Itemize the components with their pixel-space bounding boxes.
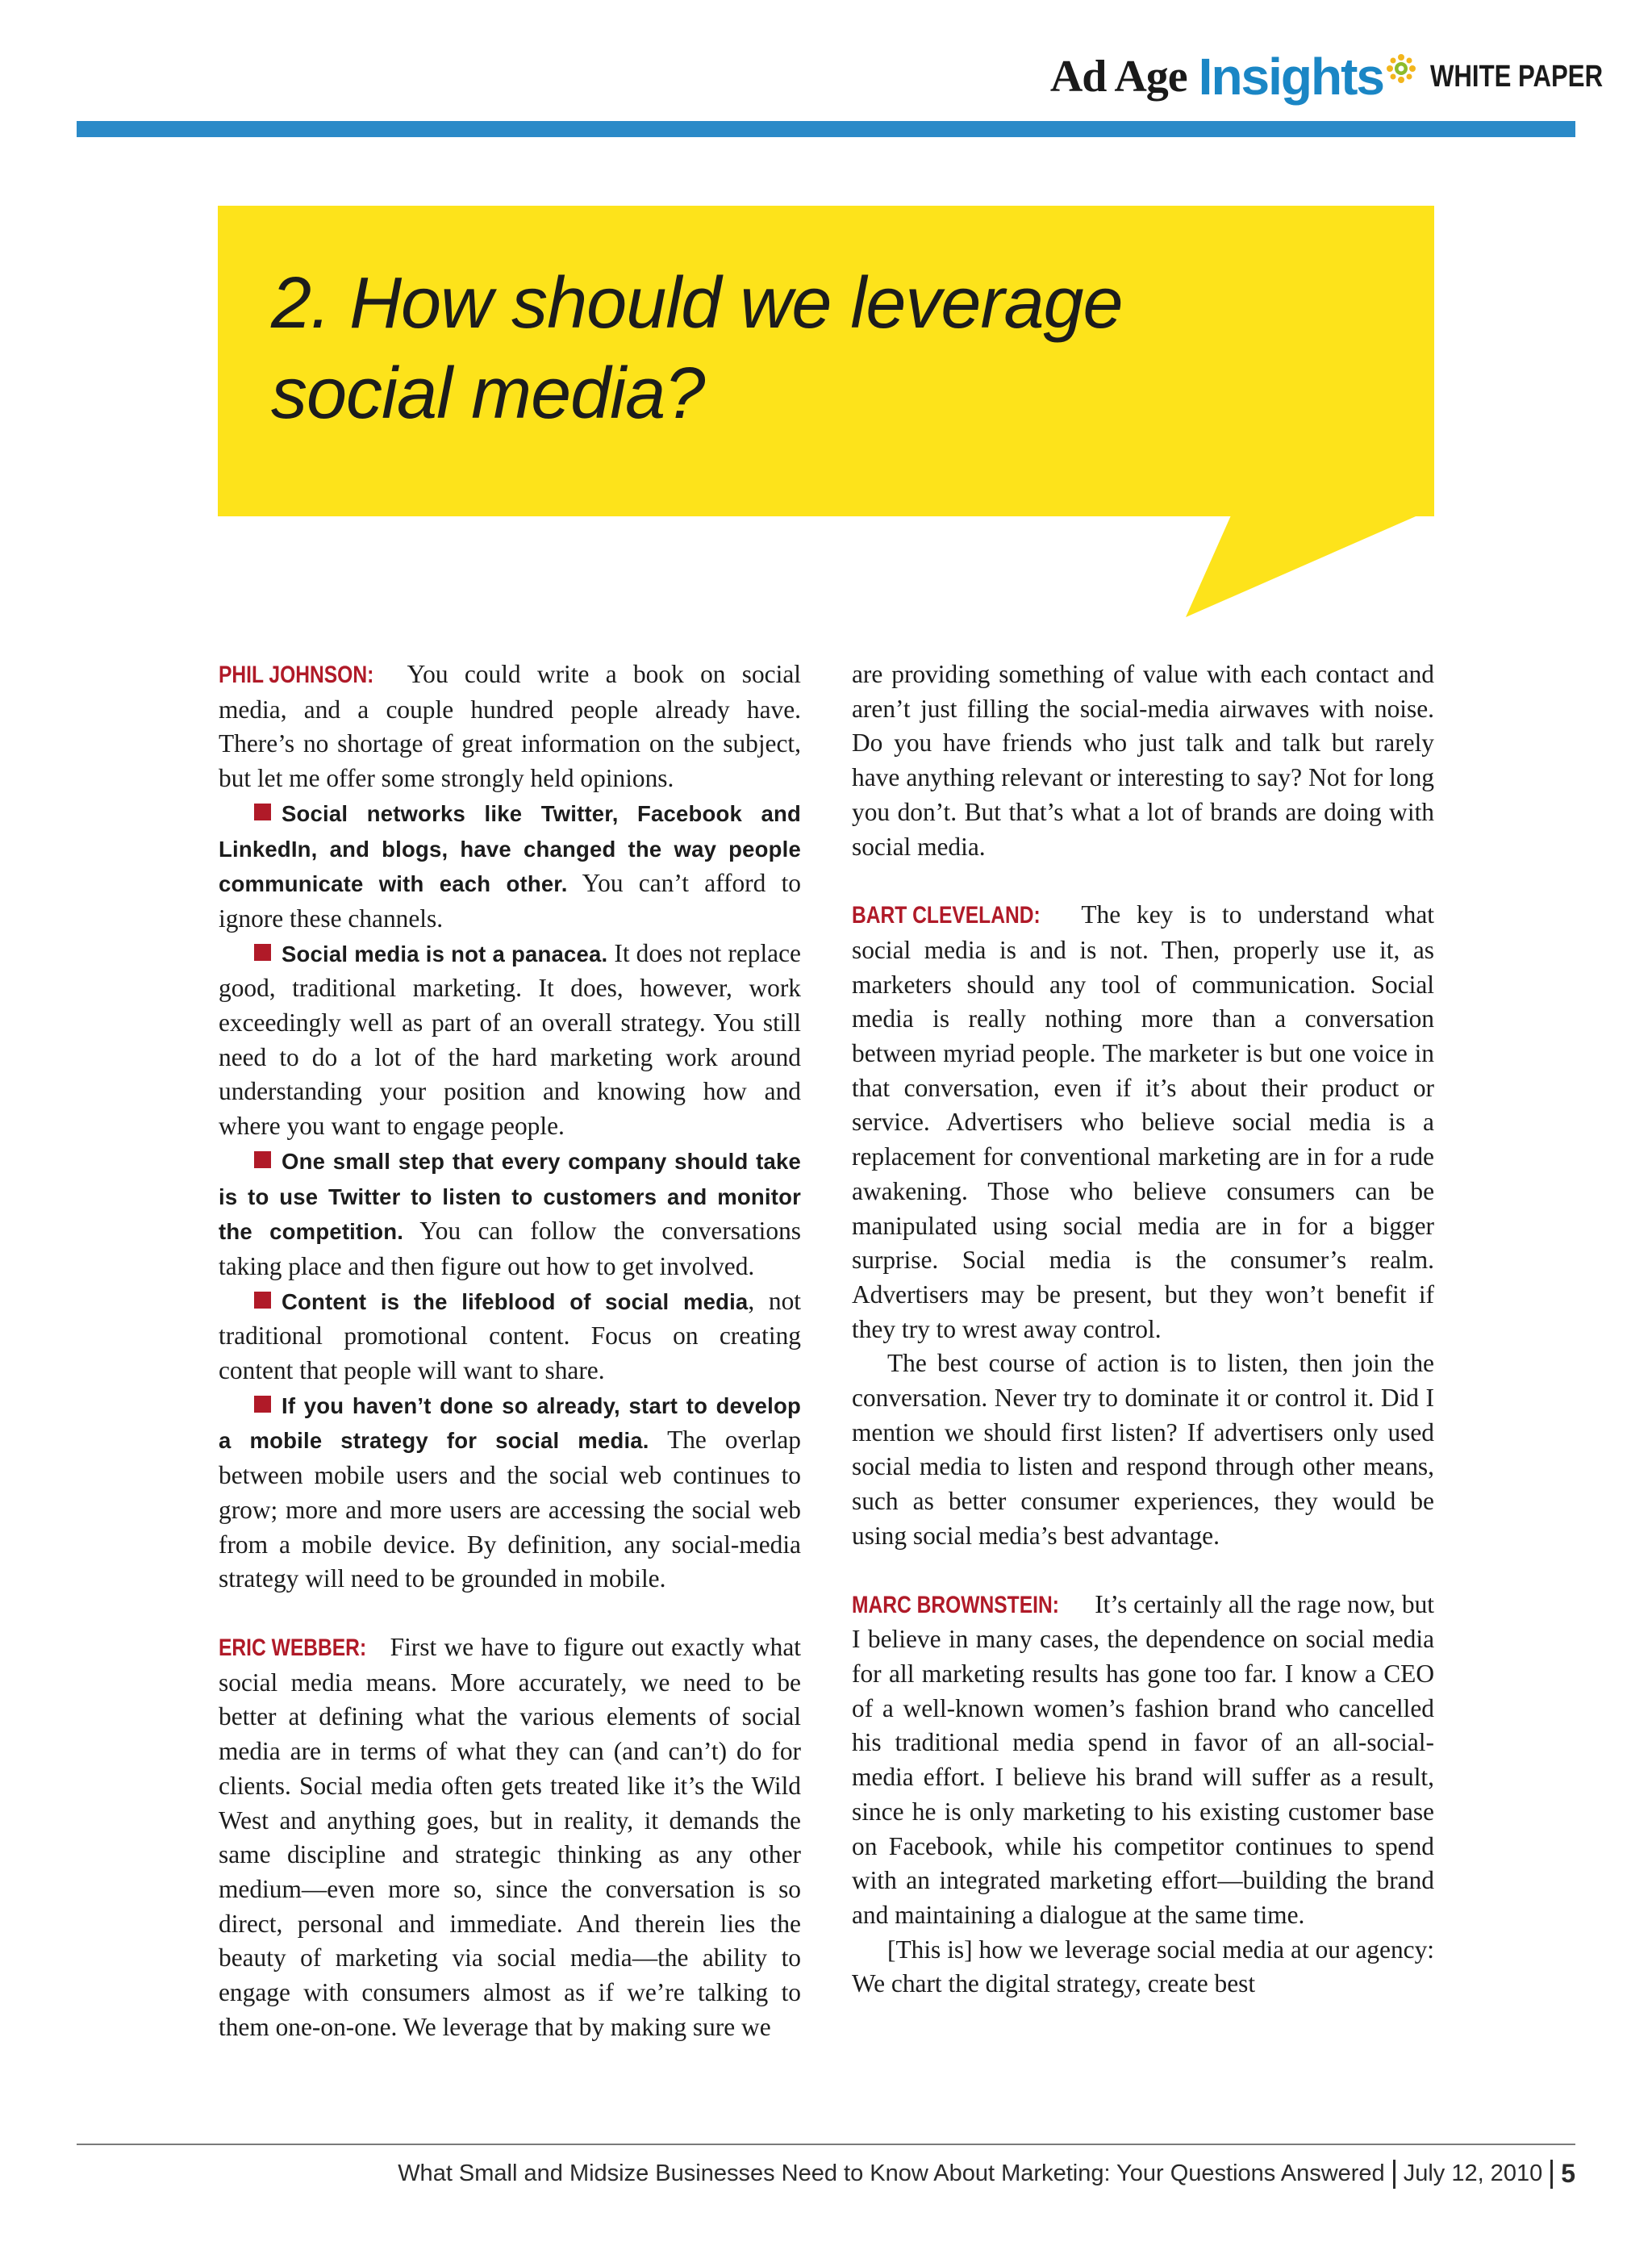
footer-publication: What Small and Midsize Businesses Need to Know About Marketing: Your Questions Answered xyxy=(398,2160,1385,2186)
bullet-square-icon xyxy=(254,1292,271,1309)
bullet-lead: Social networks like Twitter, Facebook and LinkedIn, and blogs, have changed the way people communicate with each other. xyxy=(219,800,801,897)
section-title-line-1: 2. How should we leverage xyxy=(271,263,1123,344)
bullet-text: , not traditional promotional content. Focus on creating content that people will want to share. xyxy=(219,1286,801,1385)
paragraph-continuation: are providing something of value with each contact and aren’t just filling the social-media airwaves with noise. Do you have friends who just talk and talk but rarely have anything relevant or interesting to say? Not for long you don’t. But that’s what a lot of brands are doing with social media. xyxy=(852,660,1434,861)
bullet-square-icon xyxy=(254,1396,271,1413)
page-footer xyxy=(398,2159,1575,2189)
footer-divider xyxy=(1393,2160,1395,2189)
footer-divider xyxy=(1550,2160,1553,2189)
sunburst-logo-icon xyxy=(1385,52,1417,85)
paragraph-text: You could write a book on social media, and a couple hundred people already have. There’s no shortage of great information on the subject, but let me offer some strongly held opinions. xyxy=(219,660,801,793)
paragraph-marc-2: [This is] how we leverage social media at our agency: We chart the digital strategy, create best xyxy=(852,1935,1434,1998)
bullet-text: You can’t afford to ignore these channels. xyxy=(219,869,801,933)
bullet-lead: Content is the lifeblood of social media xyxy=(282,1288,749,1314)
bullet-item xyxy=(219,1388,801,1597)
paragraph-marc xyxy=(852,1588,1434,1933)
section-title xyxy=(271,258,1360,439)
bullet-square-icon xyxy=(254,944,271,961)
bullet-item xyxy=(219,937,801,1144)
bullet-item xyxy=(219,796,801,937)
bullet-item xyxy=(219,1144,801,1284)
page-number: 5 xyxy=(1561,2159,1575,2188)
speaker-name: MARC BROWNSTEIN: xyxy=(852,1591,1059,1618)
paragraph-bart-2: The best course of action is to listen, then join the conversation. Never try to dominate it or control it. Did I mention we should first listen? If advertisers only used social media to listen and respond through other means, such as better consumer experiences, they would be using social media’s best advantage. xyxy=(852,1349,1434,1550)
paragraph-eric xyxy=(219,1630,801,2044)
speaker-name: PHIL JOHNSON: xyxy=(219,662,374,688)
masthead xyxy=(1049,42,1604,111)
callout-tail xyxy=(1186,508,1436,621)
brand-adage: Ad Age xyxy=(1049,52,1187,102)
bullet-text: The overlap between mobile users and the social web continues to grow; more and more users are accessing the social web from a mobile device. By definition, any social-media strategy will need to be grounded in mobile. xyxy=(219,1426,801,1593)
paragraph-text: It’s certainly all the rage now, but I believe in many cases, the dependence on social media for all marketing results has gone too far. I know a CEO of a well-known women’s fashion brand who cancelled his traditional media spend in favor of an all-social-media effort. I believe his brand will suffer as a result, since he is only marketing to his existing customer base on Facebook, while his competitor continues to spend with an integrated marketing effort—building the brand and maintaining a dialogue at the same time. xyxy=(852,1589,1434,1929)
paragraph-phil xyxy=(219,658,801,796)
paragraph-bart xyxy=(852,898,1434,1346)
section-title-line-2: social media? xyxy=(271,353,705,434)
footer-date: July 12, 2010 xyxy=(1403,2160,1543,2186)
bullet-lead: One small step that every company should take is to use Twitter to listen to customers and monitor the competition. xyxy=(219,1148,801,1245)
bullet-text: It does not replace good, traditional marketing. It does, however, work exceedingly well as part of an overall strategy. You still need to do a lot of the hard marketing work around understanding your position and knowing how and where you want to engage people. xyxy=(219,938,801,1141)
footer-rule xyxy=(77,2144,1575,2145)
bullet-lead: If you haven’t done so already, start to develop a mobile strategy for social media. xyxy=(219,1392,801,1454)
header-rule xyxy=(77,121,1575,137)
brand-insights: Insights xyxy=(1198,48,1383,106)
white-paper-label: WHITE PAPER xyxy=(1430,59,1604,94)
speaker-name: ERIC WEBBER: xyxy=(219,1634,367,1661)
bullet-square-icon xyxy=(254,1151,271,1168)
bullet-item xyxy=(219,1284,801,1388)
speaker-name: BART CLEVELAND: xyxy=(852,902,1041,929)
paragraph-text: First we have to figure out exactly what social media means. More accurately, we need to be better at defining what the various elements of social media are in terms of what they can (and can’t) do for clients. Social media often gets treated like it’s the Wild West and anything goes, but in reality, it demands the same discipline and strategic thinking as any other medium—even more so, since the conversation is so direct, personal and immediate. And therein lies the beauty of marketing via social media—the ability to engage with consumers almost as if we’re talking to them one-on-one. We leverage that by making sure we xyxy=(219,1632,801,2041)
paragraph-text: The key is to understand what social media is and is not. Then, properly use it, as marketers should any tool of communication. Social media is really nothing more than a conversation between myriad people. The marketer is but one voice in that conversation, even if it’s about their product or service. Advertisers who believe social media is a replacement for conventional marketing are in for a rude awakening. Those who believe consumers can be manipulated using social media are in for a bigger surprise. Social media is the consumer’s realm. Advertisers may be present, but they won’t benefit if they try to wrest away control. xyxy=(852,900,1434,1343)
article-column-left xyxy=(219,658,801,2044)
article-column-right xyxy=(852,658,1434,2002)
bullet-text: You can follow the conversations taking place and then figure out how to get involved. xyxy=(219,1217,802,1280)
bullet-lead: Social media is not a panacea. xyxy=(282,941,608,966)
bullet-square-icon xyxy=(254,804,271,820)
